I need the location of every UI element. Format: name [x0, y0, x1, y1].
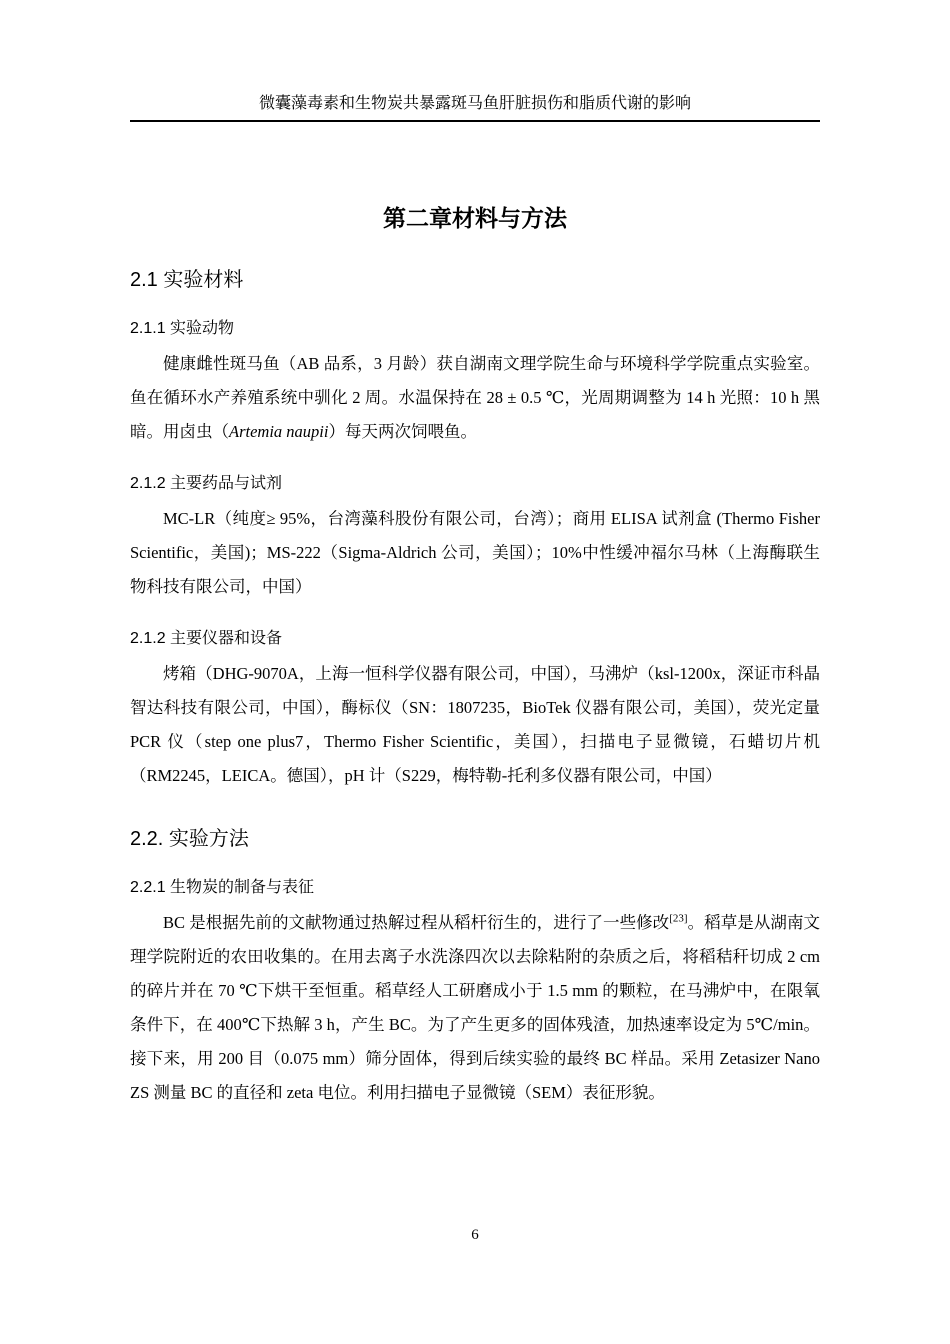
heading-2-1-2-reagents: 2.1.2 主要药品与试剂: [130, 475, 283, 492]
paragraph-reagents: MC-LR（纯度≥ 95%，台湾藻科股份有限公司，台湾）；商用 ELISA 试剂盒 (Thermo Fisher Scientific，美国)；MS-222（Sigma-Aldrich 公司，美国）；10%中性缓冲福尔马林（上海酶联生物科技有限公司，中国）: [130, 509, 820, 596]
text-run: BC 是根据先前的文献物通过热解过程从稻杆衍生的，进行了一些修改: [163, 913, 670, 932]
paragraph-equipment: 烤箱（DHG-9070A，上海一恒科学仪器有限公司，中国），马沸炉（ksl-1200x，深证市科晶智达科技有限公司，中国），酶标仪（SN：1807235，BioTek 仪器有限公司，美国），荧光定量 PCR 仪（step one plus7，Thermo Fisher Scientific，美国），扫描电子显微镜，石蜡切片机（RM2245，LEICA。德国），pH 计（S229，梅特勒-托利多仪器有限公司，中国）: [130, 664, 820, 785]
heading-2-1-1: 2.1.1 实验动物: [130, 320, 235, 337]
chapter-title: 第二章材料与方法: [383, 205, 567, 231]
paragraph-experimental-animals: [130, 347, 820, 449]
species-name-italic: Artemia naupii: [229, 422, 329, 441]
text-run: ）每天两次饲喂鱼。: [328, 422, 477, 441]
page-number: 6: [471, 1227, 479, 1243]
heading-2-2-1: 2.2.1 生物炭的制备与表征: [130, 879, 315, 896]
page-content: [130, 202, 820, 1110]
citation-superscript: [23]: [669, 912, 688, 925]
text-run: 。稻草是从湖南文理学院附近的农田收集的。在用去离子水洗涤四次以去除粘附的杂质之后，将稻秸秆切成 2 cm 的碎片并在 70 ℃下烘干至恒重。稻草经人工研磨成小于 1.5 mm 的颗粒，在马沸炉中，在限氧条件下，在 400℃下热解 3 h，产生 BC。为了产生更多的固体残渣，加热速率设定为 5℃/min。接下来，用 200 目（0.075 mm）筛分固体，得到后续实验的最终 BC 样品。采用 Zetasizer Nano ZS 测量 BC 的直径和 zeta 电位。利用扫描电子显微镜（SEM）表征形貌。: [130, 913, 821, 1102]
paragraph-biochar-preparation: [130, 906, 820, 1110]
heading-2-1: 2.1 实验材料: [130, 269, 244, 291]
text-run: 健康雌性斑马鱼（AB 品系，3 月龄）获自湖南文理学院生命与环境科学学院重点实验室。鱼在循环水产养殖系统中驯化 2 周。水温保持在 28 ± 0.5 ℃，光周期调整为 14 h 光照：10 h 黑暗。用卤虫（: [130, 354, 820, 441]
running-header: [130, 0, 820, 122]
heading-2-1-2-equipment: 2.1.2 主要仪器和设备: [130, 630, 283, 647]
running-header-text: 微囊藻毒素和生物炭共暴露斑马鱼肝脏损伤和脂质代谢的影响: [258, 95, 691, 112]
heading-2-2: 2.2. 实验方法: [130, 828, 249, 850]
